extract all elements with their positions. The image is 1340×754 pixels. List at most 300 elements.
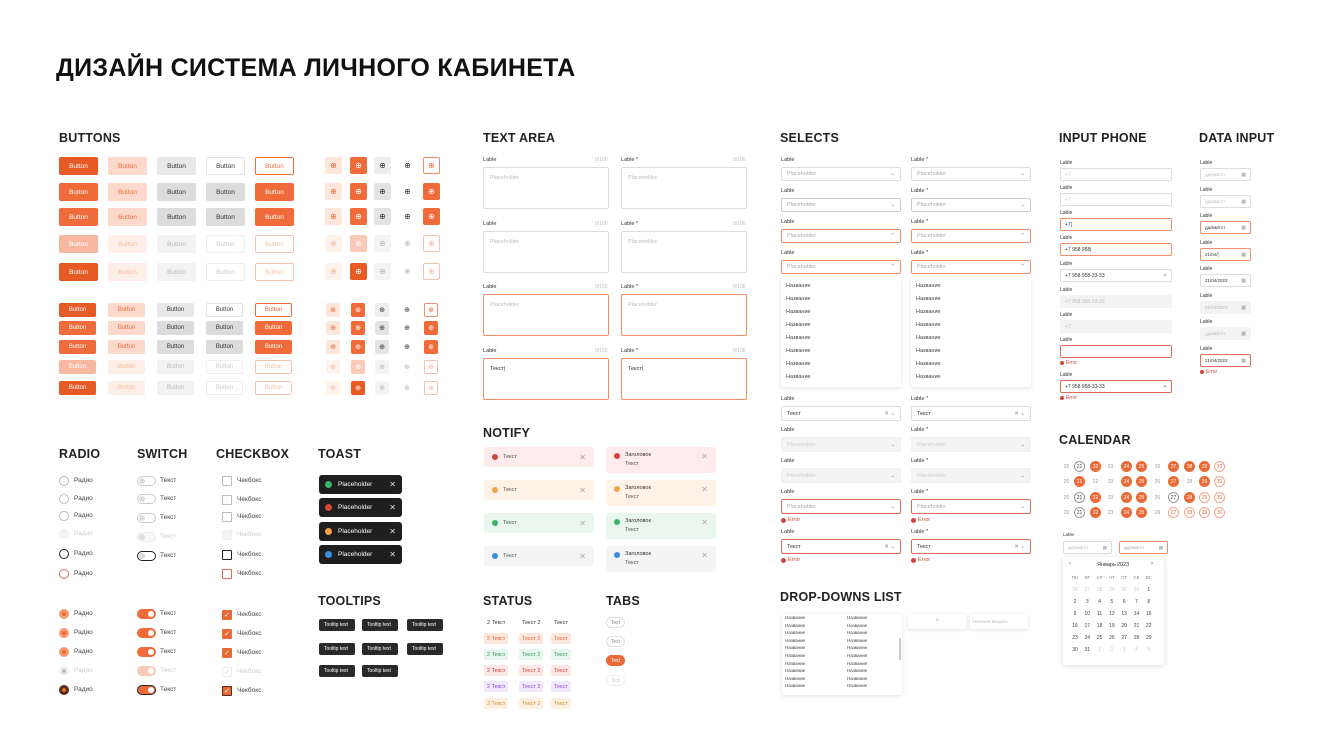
calendar-day[interactable]: 29 — [1199, 461, 1210, 472]
plus-circle-icon[interactable]: ⊕ — [399, 235, 416, 252]
textarea[interactable]: Текст| — [621, 358, 747, 400]
date-input[interactable] — [1200, 195, 1251, 208]
button[interactable]: Button — [157, 263, 196, 281]
button[interactable]: Button — [255, 263, 294, 281]
calendar-date[interactable]: 2 — [1073, 599, 1077, 605]
plus-circle-icon[interactable]: ⊕ — [400, 303, 414, 317]
tab[interactable]: Text — [606, 617, 625, 628]
checkbox-checked[interactable]: ✓ — [222, 667, 232, 677]
close-icon[interactable]: ✕ — [701, 452, 708, 461]
button-small[interactable]: Button — [108, 381, 145, 395]
radio-button[interactable] — [59, 476, 69, 486]
plus-circle-icon[interactable]: ⊕ — [374, 157, 391, 174]
calendar-day[interactable]: 28 — [1184, 492, 1195, 503]
select[interactable] — [911, 260, 1031, 274]
button-small[interactable]: Button — [59, 321, 96, 335]
calendar-date[interactable]: 30 — [1072, 647, 1078, 653]
button-small[interactable]: Button — [157, 340, 194, 354]
calendar-date[interactable]: 5 — [1110, 599, 1114, 605]
button[interactable]: Button — [255, 157, 294, 175]
tab[interactable]: Text — [606, 675, 625, 686]
button[interactable]: Button — [206, 235, 245, 253]
calendar-day[interactable]: 24 — [1121, 476, 1132, 487]
plus-circle-icon[interactable]: ⊕ — [375, 303, 389, 317]
select[interactable] — [781, 468, 901, 483]
select[interactable] — [911, 468, 1031, 483]
calendar-day[interactable]: 21 — [1074, 476, 1085, 487]
button-small[interactable]: Button — [206, 321, 243, 335]
select-option[interactable]: Название — [786, 296, 811, 302]
plus-circle-icon[interactable]: ⊕ — [399, 208, 416, 225]
plus-circle-icon[interactable]: ⊕ — [326, 303, 340, 317]
calendar-date[interactable]: 25 — [1096, 635, 1103, 641]
calendar-day[interactable]: 28 — [1184, 461, 1195, 472]
plus-circle-icon[interactable]: ⊕ — [350, 183, 367, 200]
dropdown-option[interactable]: Название — [785, 615, 806, 620]
plus-circle-icon[interactable]: ⊕ — [325, 183, 342, 200]
calendar-date[interactable]: 4 — [1135, 647, 1138, 653]
button-small[interactable]: Button — [157, 381, 194, 395]
calendar-day[interactable]: 26 — [1154, 463, 1161, 470]
button[interactable]: Button — [157, 183, 196, 201]
calendar-date[interactable]: 22 — [1146, 623, 1152, 629]
plus-circle-icon[interactable]: ⊕ — [326, 321, 340, 335]
calendar-day[interactable]: 26 — [1154, 494, 1161, 501]
calendar-date[interactable]: 26 — [1072, 587, 1078, 593]
button[interactable]: Button — [108, 157, 147, 175]
button-small[interactable]: Button — [206, 340, 243, 354]
plus-circle-icon[interactable]: ⊕ — [400, 340, 414, 354]
select-option[interactable]: Название — [786, 309, 811, 315]
plus-circle-icon[interactable]: ⊕ — [351, 360, 365, 374]
calendar-date[interactable]: 5 — [1147, 647, 1151, 653]
select-option[interactable]: Название — [786, 374, 811, 380]
date-input[interactable] — [1200, 274, 1251, 287]
select-option[interactable]: Название — [786, 283, 811, 289]
button[interactable]: Button — [108, 235, 147, 253]
date-input[interactable] — [1200, 168, 1251, 181]
calendar-day[interactable]: 23 — [1107, 478, 1114, 485]
textarea[interactable]: Текст| — [483, 358, 609, 400]
select-option[interactable]: Название — [916, 348, 941, 354]
select[interactable] — [781, 260, 901, 274]
select[interactable] — [911, 198, 1031, 212]
select-option[interactable]: Название — [916, 335, 941, 341]
dropdown-option[interactable]: Название — [785, 637, 806, 643]
plus-circle-icon[interactable]: ⊕ — [424, 340, 438, 354]
calendar-day[interactable]: 27 — [1168, 507, 1179, 518]
calendar-date[interactable]: 13 — [1121, 611, 1127, 617]
close-icon[interactable]: ✕ — [579, 485, 586, 495]
button[interactable]: Button — [59, 157, 98, 175]
checkbox[interactable] — [222, 569, 232, 579]
calendar-day[interactable]: 22 — [1090, 461, 1101, 472]
scrollbar[interactable] — [899, 638, 901, 660]
calendar-year[interactable]: 2023 — [1117, 562, 1130, 568]
close-icon[interactable]: ✕ — [389, 527, 396, 536]
calendar-date[interactable]: 29 — [1109, 587, 1115, 593]
calendar-date[interactable]: 4 — [1098, 599, 1101, 605]
calendar-day[interactable]: 26 — [1154, 478, 1161, 485]
plus-circle-icon[interactable]: ⊕ — [424, 303, 438, 317]
select[interactable] — [911, 437, 1031, 452]
dropdown-option[interactable]: Название — [847, 675, 868, 681]
calendar-date[interactable]: 31 — [1084, 647, 1091, 653]
plus-circle-icon[interactable]: ⊕ — [350, 263, 367, 280]
plus-circle-icon[interactable]: ⊕ — [423, 183, 440, 200]
phone-input[interactable] — [1060, 295, 1172, 308]
phone-input[interactable] — [1060, 243, 1172, 256]
plus-circle-icon[interactable]: ⊕ — [351, 381, 365, 395]
checkbox-checked[interactable]: ✓ — [222, 629, 232, 639]
button[interactable]: Button — [108, 183, 147, 201]
calendar-date[interactable]: 7 — [1135, 599, 1138, 605]
calendar-day[interactable]: 23 — [1107, 494, 1114, 501]
select[interactable] — [781, 167, 901, 181]
dropdown-option[interactable]: Название — [847, 660, 868, 666]
calendar-day[interactable]: 26 — [1154, 509, 1161, 516]
select[interactable] — [781, 406, 901, 421]
button-small[interactable]: Button — [108, 321, 145, 335]
button[interactable]: Button — [59, 183, 98, 201]
calendar-day[interactable]: 28 — [1186, 478, 1193, 485]
button[interactable]: Button — [206, 183, 245, 201]
textarea[interactable]: Placeholder — [621, 231, 747, 273]
calendar-day[interactable]: 25 — [1136, 476, 1147, 487]
date-input[interactable] — [1063, 541, 1112, 554]
plus-circle-icon[interactable]: ⊕ — [326, 340, 340, 354]
select[interactable] — [911, 167, 1031, 181]
plus-circle-icon[interactable]: ⊕ — [423, 157, 440, 174]
dropdown-option[interactable]: Название — [847, 683, 868, 689]
textarea[interactable]: Placeholder — [621, 294, 747, 336]
calendar-date[interactable]: 18 — [1096, 623, 1103, 629]
plus-circle-icon[interactable]: ⊕ — [326, 381, 340, 395]
prev-month-icon[interactable]: ‹ — [1069, 561, 1071, 567]
calendar-date[interactable]: 28 — [1133, 635, 1140, 641]
calendar-day[interactable]: 30 — [1214, 507, 1225, 518]
textarea[interactable]: Placeholder — [483, 231, 609, 273]
calendar-date[interactable]: 9 — [1073, 611, 1077, 617]
plus-circle-icon[interactable]: ⊕ — [423, 235, 440, 252]
select[interactable] — [781, 539, 901, 554]
button-small[interactable]: Button — [255, 321, 292, 335]
button-small[interactable]: Button — [157, 321, 194, 335]
button[interactable]: Button — [206, 157, 245, 175]
calendar-day[interactable]: 22 — [1092, 478, 1099, 485]
button-small[interactable]: Button — [59, 381, 96, 395]
select[interactable] — [911, 229, 1031, 243]
calendar-date[interactable]: 15 — [1146, 611, 1152, 617]
button-small[interactable]: Button — [108, 303, 145, 317]
plus-circle-icon[interactable]: ⊕ — [400, 321, 414, 335]
switch-toggle-on[interactable] — [137, 628, 156, 638]
textarea[interactable]: Placeholder — [483, 294, 609, 336]
switch-toggle[interactable] — [137, 476, 156, 486]
plus-circle-icon[interactable]: ⊕ — [374, 208, 391, 225]
date-input[interactable] — [1200, 301, 1251, 314]
radio-button[interactable] — [59, 569, 69, 579]
plus-circle-icon[interactable]: ⊕ — [351, 340, 365, 354]
switch-toggle-on[interactable] — [137, 609, 156, 619]
calendar-day[interactable]: 30 — [1214, 461, 1225, 472]
calendar-day[interactable]: 25 — [1136, 507, 1147, 518]
calendar-day[interactable]: 25 — [1136, 461, 1147, 472]
checkbox[interactable] — [222, 476, 232, 486]
select-option[interactable]: Название — [786, 335, 811, 341]
close-icon[interactable]: ✕ — [389, 480, 396, 489]
plus-circle-icon[interactable]: ⊕ — [400, 360, 414, 374]
calendar-date[interactable]: 16 — [1072, 623, 1078, 629]
close-icon[interactable]: ✕ — [579, 518, 586, 528]
radio-button-checked[interactable] — [59, 647, 69, 657]
plus-circle-icon[interactable]: ⊕ — [350, 208, 367, 225]
checkbox-checked[interactable]: ✓ — [222, 610, 232, 620]
checkbox[interactable] — [222, 512, 232, 522]
checkbox-checked[interactable]: ✓ — [222, 648, 232, 658]
button-small[interactable]: Button — [157, 303, 194, 317]
calendar-day[interactable]: 24 — [1121, 461, 1132, 472]
calendar-day[interactable]: 30 — [1214, 476, 1225, 487]
checkbox[interactable] — [222, 495, 232, 505]
plus-circle-icon[interactable]: ⊕ — [400, 381, 414, 395]
calendar-date[interactable]: 3 — [1122, 647, 1126, 653]
select[interactable] — [911, 406, 1031, 421]
radio-button[interactable] — [59, 529, 69, 539]
phone-input[interactable] — [1060, 269, 1172, 282]
button-small[interactable]: Button — [59, 360, 96, 374]
phone-input[interactable] — [1060, 345, 1172, 358]
dropdown-option[interactable]: Название — [785, 652, 806, 658]
plus-circle-icon[interactable]: ⊕ — [351, 321, 365, 335]
calendar-date[interactable]: 19 — [1109, 623, 1115, 629]
calendar-day[interactable]: 24 — [1121, 507, 1132, 518]
date-input[interactable] — [1200, 248, 1251, 261]
select[interactable] — [911, 539, 1031, 554]
select-option[interactable]: Название — [916, 361, 941, 367]
calendar-date[interactable]: 28 — [1096, 587, 1103, 593]
calendar-day[interactable]: 29 — [1199, 476, 1210, 487]
plus-circle-icon[interactable]: ⊕ — [399, 183, 416, 200]
calendar-date[interactable]: 12 — [1109, 611, 1115, 617]
plus-circle-icon[interactable]: ⊕ — [374, 235, 391, 252]
radio-button[interactable] — [59, 494, 69, 504]
calendar-month[interactable]: Январь — [1097, 562, 1116, 568]
calendar-day[interactable]: 21 — [1074, 492, 1085, 503]
calendar-day[interactable]: 21 — [1074, 461, 1085, 472]
switch-toggle[interactable] — [137, 551, 156, 561]
calendar-day[interactable]: 20 — [1063, 463, 1070, 470]
close-icon[interactable]: ✕ — [701, 485, 708, 494]
button-small[interactable]: Button — [255, 340, 292, 354]
plus-circle-icon[interactable]: ⊕ — [423, 263, 440, 280]
select-option[interactable]: Название — [786, 348, 811, 354]
calendar-day[interactable]: 27 — [1168, 476, 1179, 487]
button-small[interactable]: Button — [255, 303, 292, 317]
tab[interactable]: Text — [606, 655, 625, 666]
switch-toggle-on[interactable] — [137, 666, 156, 676]
calendar-date[interactable]: 6 — [1122, 599, 1126, 605]
checkbox[interactable] — [222, 550, 232, 560]
calendar-day[interactable]: 30 — [1214, 492, 1225, 503]
button-small[interactable]: Button — [59, 340, 96, 354]
phone-input[interactable] — [1060, 218, 1172, 231]
plus-circle-icon[interactable]: ⊕ — [326, 360, 340, 374]
tab[interactable]: Text — [606, 636, 625, 647]
dropdown-option[interactable]: Название — [785, 630, 806, 636]
close-icon[interactable]: ✕ — [701, 551, 708, 560]
button[interactable]: Button — [255, 208, 294, 226]
select[interactable] — [781, 437, 901, 452]
phone-input[interactable] — [1060, 193, 1172, 206]
textarea[interactable]: Placeholder — [621, 167, 747, 209]
calendar-day[interactable]: 24 — [1121, 492, 1132, 503]
calendar-date[interactable]: 27 — [1084, 587, 1091, 593]
close-icon[interactable]: ✕ — [579, 452, 586, 462]
select-option[interactable]: Название — [916, 309, 941, 315]
button[interactable]: Button — [157, 235, 196, 253]
calendar-date[interactable]: 26 — [1109, 635, 1115, 641]
button-small[interactable]: Button — [157, 360, 194, 374]
calendar-day[interactable]: 23 — [1107, 509, 1114, 516]
calendar-day[interactable]: 20 — [1063, 478, 1070, 485]
calendar-date[interactable]: 11 — [1096, 611, 1103, 617]
plus-circle-icon[interactable]: ⊕ — [350, 157, 367, 174]
select-option[interactable]: Название — [916, 374, 941, 380]
select[interactable] — [781, 499, 901, 514]
switch-toggle[interactable] — [137, 532, 156, 542]
plus-circle-icon[interactable]: ⊕ — [325, 157, 342, 174]
textarea[interactable]: Placeholder — [483, 167, 609, 209]
radio-button-checked[interactable] — [59, 685, 69, 695]
button[interactable]: Button — [108, 263, 147, 281]
dropdown-option[interactable]: Название — [785, 622, 806, 628]
button-small[interactable]: Button — [206, 381, 243, 395]
calendar-date[interactable]: 1 — [1098, 647, 1101, 653]
dropdown-option[interactable]: Название — [785, 660, 806, 666]
button[interactable]: Button — [206, 208, 245, 226]
calendar-date[interactable]: 2 — [1110, 647, 1114, 653]
dropdown-option[interactable]: Название — [847, 622, 868, 628]
dropdown-option[interactable]: Название — [847, 615, 868, 620]
dropdown-option[interactable]: Название — [785, 645, 806, 651]
button-small[interactable]: Button — [108, 360, 145, 374]
calendar-day[interactable]: 21 — [1074, 507, 1085, 518]
plus-circle-icon[interactable]: ⊕ — [399, 157, 416, 174]
dropdown-option[interactable]: Название — [847, 645, 868, 651]
plus-circle-icon[interactable]: ⊕ — [424, 360, 438, 374]
plus-circle-icon[interactable]: ⊕ — [424, 321, 438, 335]
button[interactable]: Button — [59, 235, 98, 253]
calendar-day[interactable]: 25 — [1136, 492, 1147, 503]
calendar-date[interactable]: 8 — [1147, 599, 1151, 605]
calendar-date[interactable]: 27 — [1121, 635, 1127, 641]
switch-toggle[interactable] — [137, 513, 156, 523]
calendar-date[interactable]: 17 — [1084, 623, 1091, 629]
calendar-date[interactable]: 24 — [1084, 635, 1091, 641]
button-small[interactable]: Button — [206, 303, 243, 317]
calendar-day[interactable]: 28 — [1184, 507, 1195, 518]
close-icon[interactable]: ✕ — [701, 518, 708, 527]
plus-circle-icon[interactable]: ⊕ — [375, 381, 389, 395]
select[interactable] — [911, 499, 1031, 514]
calendar-day[interactable]: 20 — [1063, 509, 1070, 516]
button[interactable]: Button — [157, 157, 196, 175]
phone-input[interactable] — [1060, 380, 1172, 393]
button[interactable]: Button — [255, 235, 294, 253]
radio-button-checked[interactable] — [59, 666, 69, 676]
dropdown-option[interactable]: Название — [785, 683, 806, 689]
phone-input[interactable] — [1060, 168, 1172, 181]
select[interactable] — [781, 198, 901, 212]
plus-circle-icon[interactable]: ⊕ — [375, 340, 389, 354]
plus-circle-icon[interactable]: ⊕ — [325, 235, 342, 252]
switch-toggle[interactable] — [137, 494, 156, 504]
plus-circle-icon[interactable]: ⊕ — [423, 208, 440, 225]
checkbox-checked[interactable]: ✓ — [222, 686, 232, 696]
switch-toggle-on[interactable] — [137, 647, 156, 657]
checkbox[interactable] — [222, 530, 232, 540]
select-option[interactable]: Название — [916, 322, 941, 328]
calendar-date[interactable]: 14 — [1133, 611, 1140, 617]
button[interactable]: Button — [59, 208, 98, 226]
calendar-date[interactable]: 31 — [1133, 587, 1140, 593]
select-option[interactable]: Название — [786, 361, 811, 367]
dropdown-option[interactable]: Название — [847, 630, 868, 636]
select-option[interactable]: Название — [786, 322, 811, 328]
calendar-date[interactable]: 10 — [1084, 611, 1091, 617]
date-input-active[interactable] — [1119, 541, 1168, 554]
calendar-day[interactable]: 29 — [1199, 507, 1210, 518]
radio-button-checked[interactable] — [59, 628, 69, 638]
plus-circle-icon[interactable]: ⊕ — [374, 263, 391, 280]
switch-toggle-on[interactable] — [137, 685, 156, 695]
dropdown-option[interactable]: Название — [785, 675, 806, 681]
date-input[interactable] — [1200, 221, 1251, 234]
calendar-date[interactable]: 23 — [1072, 635, 1078, 641]
plus-circle-icon[interactable]: ⊕ — [350, 235, 367, 252]
dropdown-option[interactable]: Название — [847, 637, 868, 643]
button-small[interactable]: Button — [108, 340, 145, 354]
button[interactable]: Button — [157, 208, 196, 226]
close-icon[interactable]: ✕ — [389, 550, 396, 559]
button[interactable]: Button — [255, 183, 294, 201]
radio-button[interactable] — [59, 549, 69, 559]
dropdown-option[interactable]: Название — [847, 668, 868, 674]
button-small[interactable]: Button — [255, 360, 292, 374]
plus-circle-icon[interactable]: ⊕ — [325, 208, 342, 225]
button-small[interactable]: Button — [255, 381, 292, 395]
calendar-date[interactable]: 21 — [1133, 623, 1140, 629]
button-small[interactable]: Button — [59, 303, 96, 317]
calendar-day[interactable]: 27 — [1168, 461, 1179, 472]
calendar-day[interactable]: 23 — [1107, 463, 1114, 470]
calendar-day[interactable]: 22 — [1090, 492, 1101, 503]
radio-button[interactable] — [59, 511, 69, 521]
date-input[interactable] — [1200, 327, 1251, 340]
calendar-date[interactable]: 20 — [1121, 623, 1127, 629]
select-option[interactable]: Название — [916, 296, 941, 302]
plus-circle-icon[interactable]: ⊕ — [374, 183, 391, 200]
calendar-day[interactable]: 22 — [1090, 507, 1101, 518]
plus-circle-icon[interactable]: ⊕ — [375, 321, 389, 335]
close-icon[interactable]: ✕ — [389, 503, 396, 512]
dropdown-option[interactable]: Название — [785, 668, 806, 674]
dropdown-search[interactable]: Начните вводить — [970, 614, 1028, 629]
calendar-day[interactable]: 27 — [1168, 492, 1179, 503]
next-month-icon[interactable]: › — [1151, 561, 1153, 567]
calendar-date[interactable]: 29 — [1146, 635, 1152, 641]
